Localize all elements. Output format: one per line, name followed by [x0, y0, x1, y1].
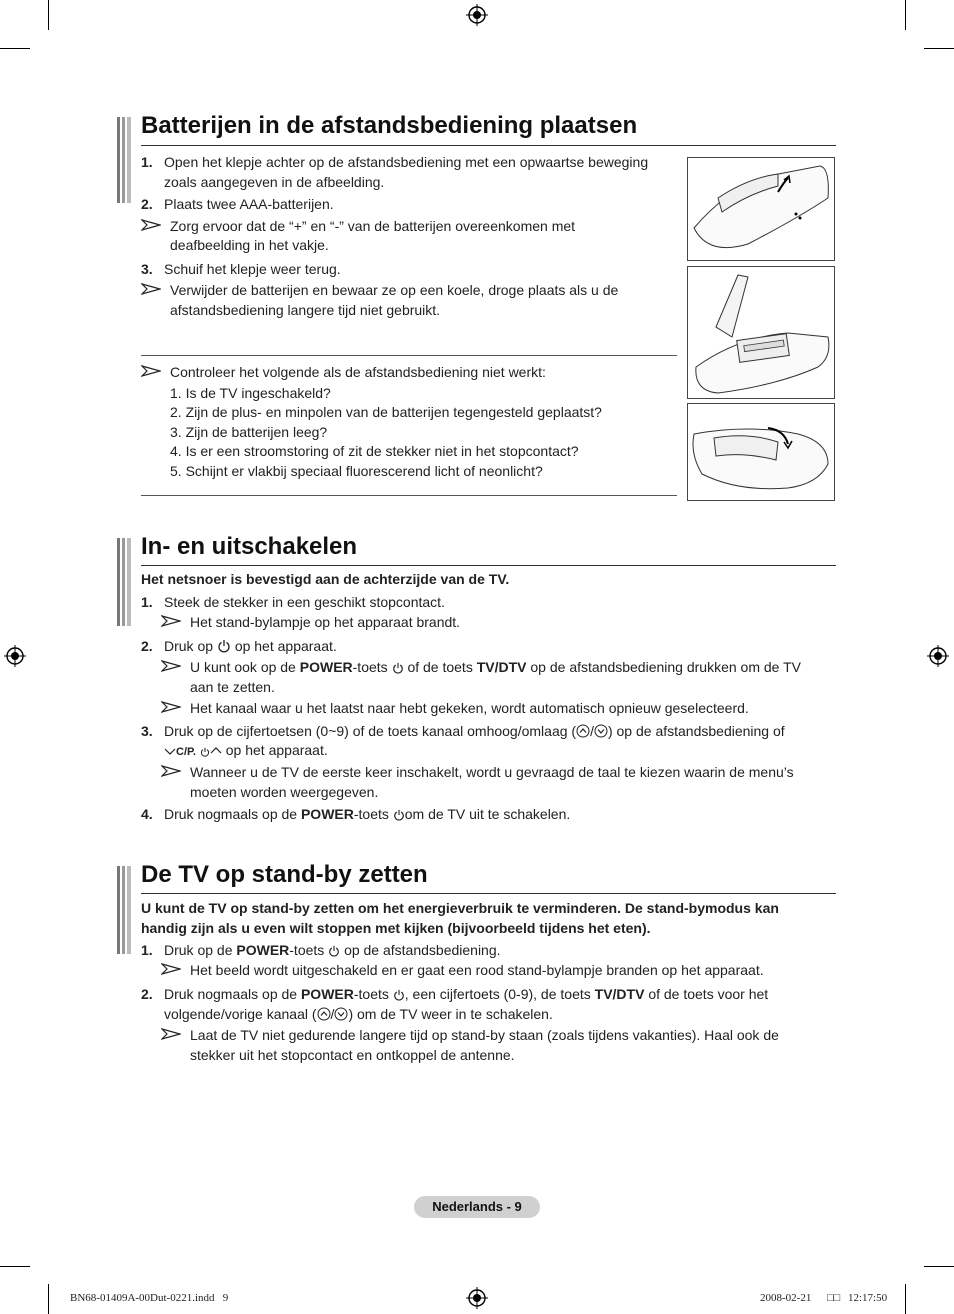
note-text: deafbeelding in het vakje. [170, 237, 329, 253]
step-number: 4. [141, 806, 153, 822]
slug-time: 12:17:50 [848, 1292, 888, 1304]
section-intro: Het netsnoer is bevestigd aan de achterzijde van de TV. [141, 571, 510, 587]
note-text-part: U kunt ook op de [190, 659, 296, 675]
power-icon [393, 989, 405, 1001]
section-rule [141, 893, 836, 894]
crop-mark [924, 1266, 954, 1267]
note-arrow-icon [161, 615, 181, 627]
slug-boxes: □□ [827, 1292, 841, 1304]
step-text: Schuif het klepje weer terug. [164, 261, 341, 277]
crop-mark [0, 48, 30, 49]
section-rule [141, 145, 836, 146]
power-icon [217, 639, 231, 653]
remote-close-cover-illustration [687, 403, 835, 501]
note-arrow-icon [161, 1028, 181, 1040]
crop-mark [48, 0, 49, 30]
step-text-part: -toets [353, 806, 389, 822]
step-text-part: op het apparaat. [225, 742, 328, 758]
step-text-part: ) om de TV weer in te schakelen. [348, 1006, 553, 1022]
section-title: In- en uitschakelen [141, 533, 358, 560]
check-intro: Controleer het volgende als de afstandsbediening niet werkt: [170, 364, 546, 380]
step-text-part: / [590, 723, 594, 739]
step-number: 2. [141, 196, 153, 212]
remote-insert-batteries-illustration [687, 266, 835, 399]
check-item: 4. Is er een stroomstoring of zit de stekker niet in het stopcontact? [170, 443, 579, 459]
slug-filename: BN68-01409A-00Dut-0221.indd 9 [70, 1292, 229, 1304]
step-text [164, 636, 337, 656]
section-bar [117, 866, 133, 954]
note-text [190, 657, 801, 677]
step-text-part: Druk nogmaals op de [164, 986, 298, 1002]
step-number: 2. [141, 638, 153, 654]
note-text-part: of de toets [407, 659, 473, 675]
channel-down-icon [594, 724, 608, 738]
channel-down-icon [334, 1007, 348, 1021]
step-text: Plaats twee AAA-batterijen. [164, 196, 334, 212]
step-text [164, 804, 570, 824]
section-bar [117, 538, 133, 626]
crop-mark [0, 1266, 30, 1267]
remote-open-cover-illustration [687, 157, 835, 261]
step-text [164, 984, 768, 1004]
note-text: aan te zetten. [190, 679, 275, 695]
power-key-label: POWER [299, 659, 353, 675]
section-bar [117, 117, 133, 203]
power-icon [200, 747, 210, 757]
note-text: Het kanaal waar u het laatst naar hebt gekeken, wordt automatisch opnieuw geselecteerd. [190, 700, 749, 716]
step-text-part: op het apparaat. [234, 638, 337, 654]
step-text-part: op de afstandsbediening. [344, 942, 501, 958]
note-text: Verwijder de batterijen en bewaar ze op een koele, droge plaats als u de [170, 282, 619, 298]
check-box-rule-bottom [141, 495, 677, 496]
section-rule [141, 565, 836, 566]
note-text: moeten worden weergegeven. [190, 784, 379, 800]
section-title: Batterijen in de afstandsbediening plaatsen [141, 112, 638, 139]
channel-up-icon [317, 1007, 331, 1021]
check-item: 2. Zijn de plus- en minpolen van de batterijen tegengesteld geplaatst? [170, 404, 602, 420]
registration-mark-icon [466, 1287, 488, 1309]
note-text: Zorg ervoor dat de “+” en “-” van de batterijen overeenkomen met [170, 218, 576, 234]
tvdtv-key-label: TV/DTV [594, 986, 645, 1002]
crop-mark [924, 48, 954, 49]
power-key-label: POWER [236, 942, 290, 958]
note-text: afstandsbediening langere tijd niet gebruikt. [170, 302, 441, 318]
crop-mark [905, 1284, 906, 1314]
note-text: Wanneer u de TV de eerste keer inschakelt, wordt u gevraagd de taal te kiezen waarin de menu’s [190, 764, 794, 780]
step-text-part: Druk op [164, 638, 214, 654]
channel-up-icon [576, 724, 590, 738]
note-text-part: -toets [352, 659, 388, 675]
note-arrow-icon [141, 283, 161, 295]
step-text-part: Druk op de [164, 942, 233, 958]
note-text-part: op de afstandsbediening drukken om de TV [530, 659, 801, 675]
step-text-part: , een cijfertoets (0-9), de toets [404, 986, 591, 1002]
step-text: zoals aangegeven in de afbeelding. [164, 174, 385, 190]
note-text: stekker uit het stopcontact en ontkoppel de antenne. [190, 1047, 515, 1063]
tvdtv-key-label: TV/DTV [476, 659, 527, 675]
note-arrow-icon [141, 365, 161, 377]
step-text: Open het klepje achter op de afstandsbediening met een opwaartse beweging [164, 154, 649, 170]
note-text: Laat de TV niet gedurende langere tijd op stand-by staan (zoals tijdens vakanties). Haal ook de [190, 1027, 779, 1043]
crop-mark [48, 1284, 49, 1314]
registration-mark-icon [4, 645, 26, 667]
registration-mark-icon [927, 645, 949, 667]
step-text-part: ) op de afstandsbediening of [607, 723, 785, 739]
check-item: 3. Zijn de batterijen leeg? [170, 424, 328, 440]
step-text-part: -toets [289, 942, 325, 958]
step-number: 1. [141, 154, 153, 170]
note-arrow-icon [141, 219, 161, 231]
power-key-label: POWER [300, 986, 354, 1002]
step-text-part: om de TV uit te schakelen. [404, 806, 571, 822]
note-text: Het beeld wordt uitgeschakeld en er gaat een rood stand-bylampje branden op het apparaat. [190, 962, 764, 978]
step-text-part: Druk op de cijfertoetsen (0~9) of de toets kanaal omhoog/omlaag ( [164, 723, 577, 739]
note-text: Het stand-bylampje op het apparaat brandt. [190, 614, 461, 630]
step-number: 3. [141, 261, 153, 277]
check-item: 5. Schijnt er vlakbij speciaal fluorescerend licht of neonlicht? [170, 463, 543, 479]
cp-key-label: C/P. [176, 746, 196, 758]
section-title: De TV op stand-by zetten [141, 861, 428, 888]
step-text: Steek de stekker in een geschikt stopcontact. [164, 594, 445, 610]
power-icon [392, 662, 404, 674]
step-text [164, 940, 501, 960]
check-item: 1. Is de TV ingeschakeld? [170, 385, 331, 401]
step-text [164, 1004, 553, 1024]
step-text-part: Druk nogmaals op de [164, 806, 298, 822]
step-text-part: -toets [353, 986, 389, 1002]
section-intro: U kunt de TV op stand-by zetten om het energieverbruik te verminderen. De stand-bymodus kan [141, 900, 779, 916]
page-number-badge: Nederlands - 9 [414, 1196, 540, 1218]
step-number: 3. [141, 723, 153, 739]
slug-date: 2008-02-21 [760, 1292, 812, 1304]
chevron-up-icon [210, 745, 222, 757]
power-key-label: POWER [300, 806, 354, 822]
step-text-part: / [330, 1006, 335, 1022]
step-text [164, 721, 785, 741]
note-arrow-icon [161, 963, 181, 975]
step-text-part: volgende/vorige kanaal ( [164, 1006, 317, 1022]
chevron-down-icon [164, 745, 176, 757]
note-arrow-icon [161, 701, 181, 713]
step-number: 2. [141, 986, 153, 1002]
step-text [164, 740, 328, 762]
power-icon [328, 945, 340, 957]
step-text-part: of de toets voor het [648, 986, 769, 1002]
check-box-rule-top [141, 355, 677, 356]
step-number: 1. [141, 594, 153, 610]
section-intro: handig zijn als u even wilt stoppen met kijken (bijvoorbeeld tijdens het eten). [141, 920, 651, 936]
step-number: 1. [141, 942, 153, 958]
registration-mark-icon [466, 4, 488, 26]
power-icon [393, 809, 405, 821]
note-arrow-icon [161, 765, 181, 777]
note-arrow-icon [161, 660, 181, 672]
crop-mark [905, 0, 906, 30]
